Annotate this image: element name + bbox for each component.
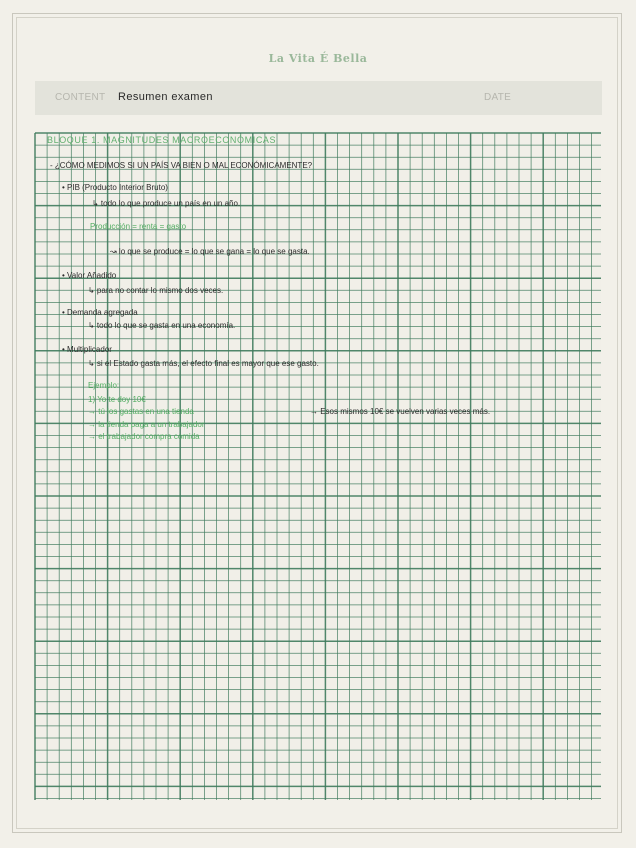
example-title: Ejemplo: [88,381,120,390]
va-definition: ↳ para no contar lo mismo dos veces. [88,286,224,295]
question-line: - ¿CÓMO MEDIMOS SI UN PAÍS VA BIEN O MAL ECONÓMICAMENTE? [50,161,313,170]
va-heading: • Valor Añadido [62,271,117,280]
content-value[interactable]: Resumen examen [118,91,213,103]
mult-definition: ↳ si el Estado gasta más, el efecto final es mayor que ese gasto. [88,359,319,368]
date-label: DATE [484,92,512,103]
brand-title: La Vita É Bella [268,52,368,65]
example-step-2: → tú los gastas en una tienda [88,407,194,416]
example-step-4: → el trabajador compra comida [88,432,200,441]
identity-explanation: ↝ lo que se produce = lo que se gana = lo que se gasta. [110,247,310,256]
example-step-1: 1) Yo te doy 10€ [88,395,146,404]
da-heading: • Demanda agregada [62,308,138,317]
block-title: BLOQUE 1. MAGNITUDES MACROECONÓMICAS [47,135,277,145]
da-definition: ↳ todo lo que se gasta en una economía. [88,321,236,330]
mult-heading: • Multiplicador [62,345,112,354]
pib-definition: ↳ todo lo que produce un país en un año. [92,199,241,208]
pib-heading: • PIB (Producto Interior Bruto) [62,183,168,192]
example-step-3: → la tienda paga a un trabajador [88,420,205,429]
example-conclusion: → Esos mismos 10€ se vuelven varias veces más. [310,407,491,416]
identity-line: Producción = renta = gasto [90,222,187,231]
content-label: CONTENT [55,92,106,103]
